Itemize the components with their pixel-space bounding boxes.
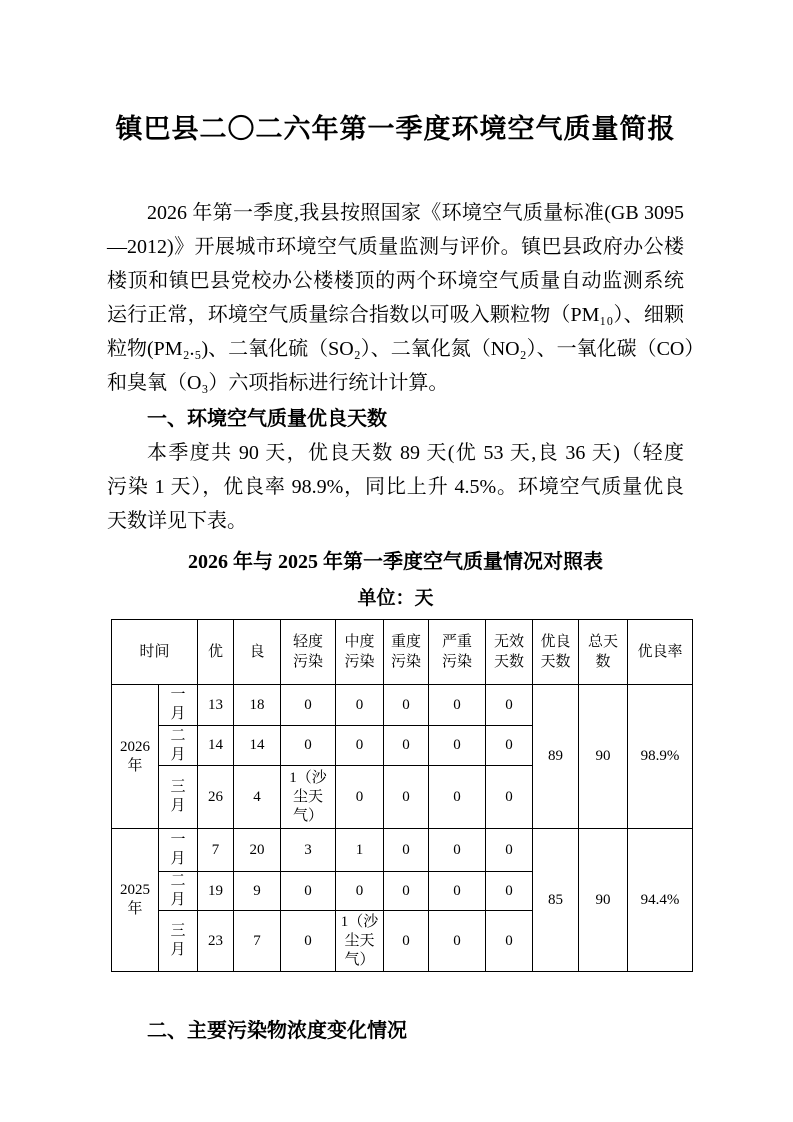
header-good: 良 — [234, 620, 281, 685]
intro-paragraph — [107, 196, 705, 400]
table-row-2026-jan — [112, 685, 693, 726]
month-cell: 二月 — [159, 872, 198, 911]
data-cell: 0 — [336, 685, 384, 726]
data-cell: 0 — [429, 766, 486, 829]
data-cell: 0 — [486, 872, 533, 911]
data-cell: 9 — [234, 872, 281, 911]
summary-total-days-2025: 90 — [579, 829, 628, 972]
summary-rate-2025: 94.4% — [628, 829, 693, 972]
header-invalid-days: 无效天数 — [486, 620, 533, 685]
summary-excellent-good-days-2026: 89 — [533, 685, 579, 829]
header-heavy-pollution: 重度污染 — [384, 620, 429, 685]
data-cell: 0 — [486, 766, 533, 829]
data-cell-sandstorm: 1（沙尘天气） — [281, 766, 336, 829]
header-excellent-good-days: 优良天数 — [533, 620, 579, 685]
data-cell: 0 — [281, 685, 336, 726]
data-cell: 26 — [198, 766, 234, 829]
section1-line-3: 天数详见下表。 — [107, 510, 247, 532]
section1-heading: 一、环境空气质量优良天数 — [147, 408, 387, 430]
section1-paragraph — [107, 436, 684, 538]
data-cell: 7 — [234, 911, 281, 972]
header-moderate-pollution: 中度污染 — [336, 620, 384, 685]
data-cell: 14 — [198, 726, 234, 766]
month-cell: 三月 — [159, 911, 198, 972]
data-cell: 3 — [281, 829, 336, 872]
section2-heading: 二、主要污染物浓度变化情况 — [147, 1020, 407, 1042]
data-cell: 0 — [429, 872, 486, 911]
intro-line-6: 和臭氧（O₃）六项指标进行统计计算。 — [107, 372, 449, 394]
data-cell: 0 — [486, 911, 533, 972]
data-cell: 0 — [429, 685, 486, 726]
month-cell: 一月 — [159, 685, 198, 726]
header-excellent: 优 — [198, 620, 234, 685]
data-cell: 0 — [486, 829, 533, 872]
data-cell: 0 — [336, 726, 384, 766]
data-cell: 0 — [384, 872, 429, 911]
data-cell: 0 — [384, 766, 429, 829]
document-title: 镇巴县二〇二六年第一季度环境空气质量简报 — [115, 114, 676, 144]
data-cell: 20 — [234, 829, 281, 872]
data-cell: 0 — [281, 726, 336, 766]
header-light-pollution: 轻度污染 — [281, 620, 336, 685]
intro-line-2: —2012)》开展城市环境空气质量监测与评价。镇巴县政府办公楼 — [107, 236, 684, 258]
comparison-table — [111, 619, 693, 972]
header-excellent-good-rate: 优良率 — [628, 620, 693, 685]
month-cell: 一月 — [159, 829, 198, 872]
data-cell: 14 — [234, 726, 281, 766]
month-cell: 二月 — [159, 726, 198, 766]
intro-line-3: 楼顶和镇巴县党校办公楼楼顶的两个环境空气质量自动监测系统 — [107, 270, 684, 292]
table-unit-label: 单位：天 — [357, 588, 434, 609]
data-cell: 0 — [429, 829, 486, 872]
data-cell: 0 — [384, 829, 429, 872]
data-cell: 0 — [486, 726, 533, 766]
summary-rate-2026: 98.9% — [628, 685, 693, 829]
section1-line-2: 污染 1 天），优良率 98.9%，同比上升 4.5%。环境空气质量优良 — [107, 476, 684, 498]
intro-line-5: 粒物(PM₂.₅)、二氧化硫（SO₂）、二氧化氮（NO₂）、一氧化碳（CO） — [107, 338, 705, 360]
year-cell-2026: 2026 年 — [112, 685, 159, 829]
data-cell-sandstorm: 1（沙尘天气） — [336, 911, 384, 972]
data-cell: 0 — [336, 872, 384, 911]
data-cell: 0 — [384, 726, 429, 766]
header-total-days: 总天数 — [579, 620, 628, 685]
data-cell: 7 — [198, 829, 234, 872]
data-cell: 18 — [234, 685, 281, 726]
data-cell: 0 — [384, 685, 429, 726]
data-cell: 0 — [336, 766, 384, 829]
comparison-table-title: 2026 年与 2025 年第一季度空气质量情况对照表 — [188, 551, 603, 573]
data-cell: 1 — [336, 829, 384, 872]
section1-line-1: 本季度共 90 天，优良天数 89 天(优 53 天,良 36 天)（轻度 — [147, 442, 684, 464]
data-cell: 0 — [486, 685, 533, 726]
summary-excellent-good-days-2025: 85 — [533, 829, 579, 972]
year-cell-2025: 2025 年 — [112, 829, 159, 972]
data-cell: 0 — [384, 911, 429, 972]
data-cell: 0 — [281, 911, 336, 972]
data-cell: 0 — [281, 872, 336, 911]
data-cell: 0 — [429, 911, 486, 972]
data-cell: 19 — [198, 872, 234, 911]
data-cell: 4 — [234, 766, 281, 829]
month-cell: 三月 — [159, 766, 198, 829]
data-cell: 13 — [198, 685, 234, 726]
table-row-2025-jan — [112, 829, 693, 872]
data-cell: 0 — [429, 726, 486, 766]
summary-total-days-2026: 90 — [579, 685, 628, 829]
intro-line-1: 2026 年第一季度,我县按照国家《环境空气质量标准(GB 3095 — [147, 202, 684, 224]
header-severe-pollution: 严重污染 — [429, 620, 486, 685]
table-header-row — [112, 620, 693, 685]
header-time: 时间 — [112, 620, 198, 685]
intro-line-4: 运行正常，环境空气质量综合指数以可吸入颗粒物（PM₁₀）、细颗 — [107, 304, 684, 326]
document-content — [0, 110, 793, 1048]
data-cell: 23 — [198, 911, 234, 972]
